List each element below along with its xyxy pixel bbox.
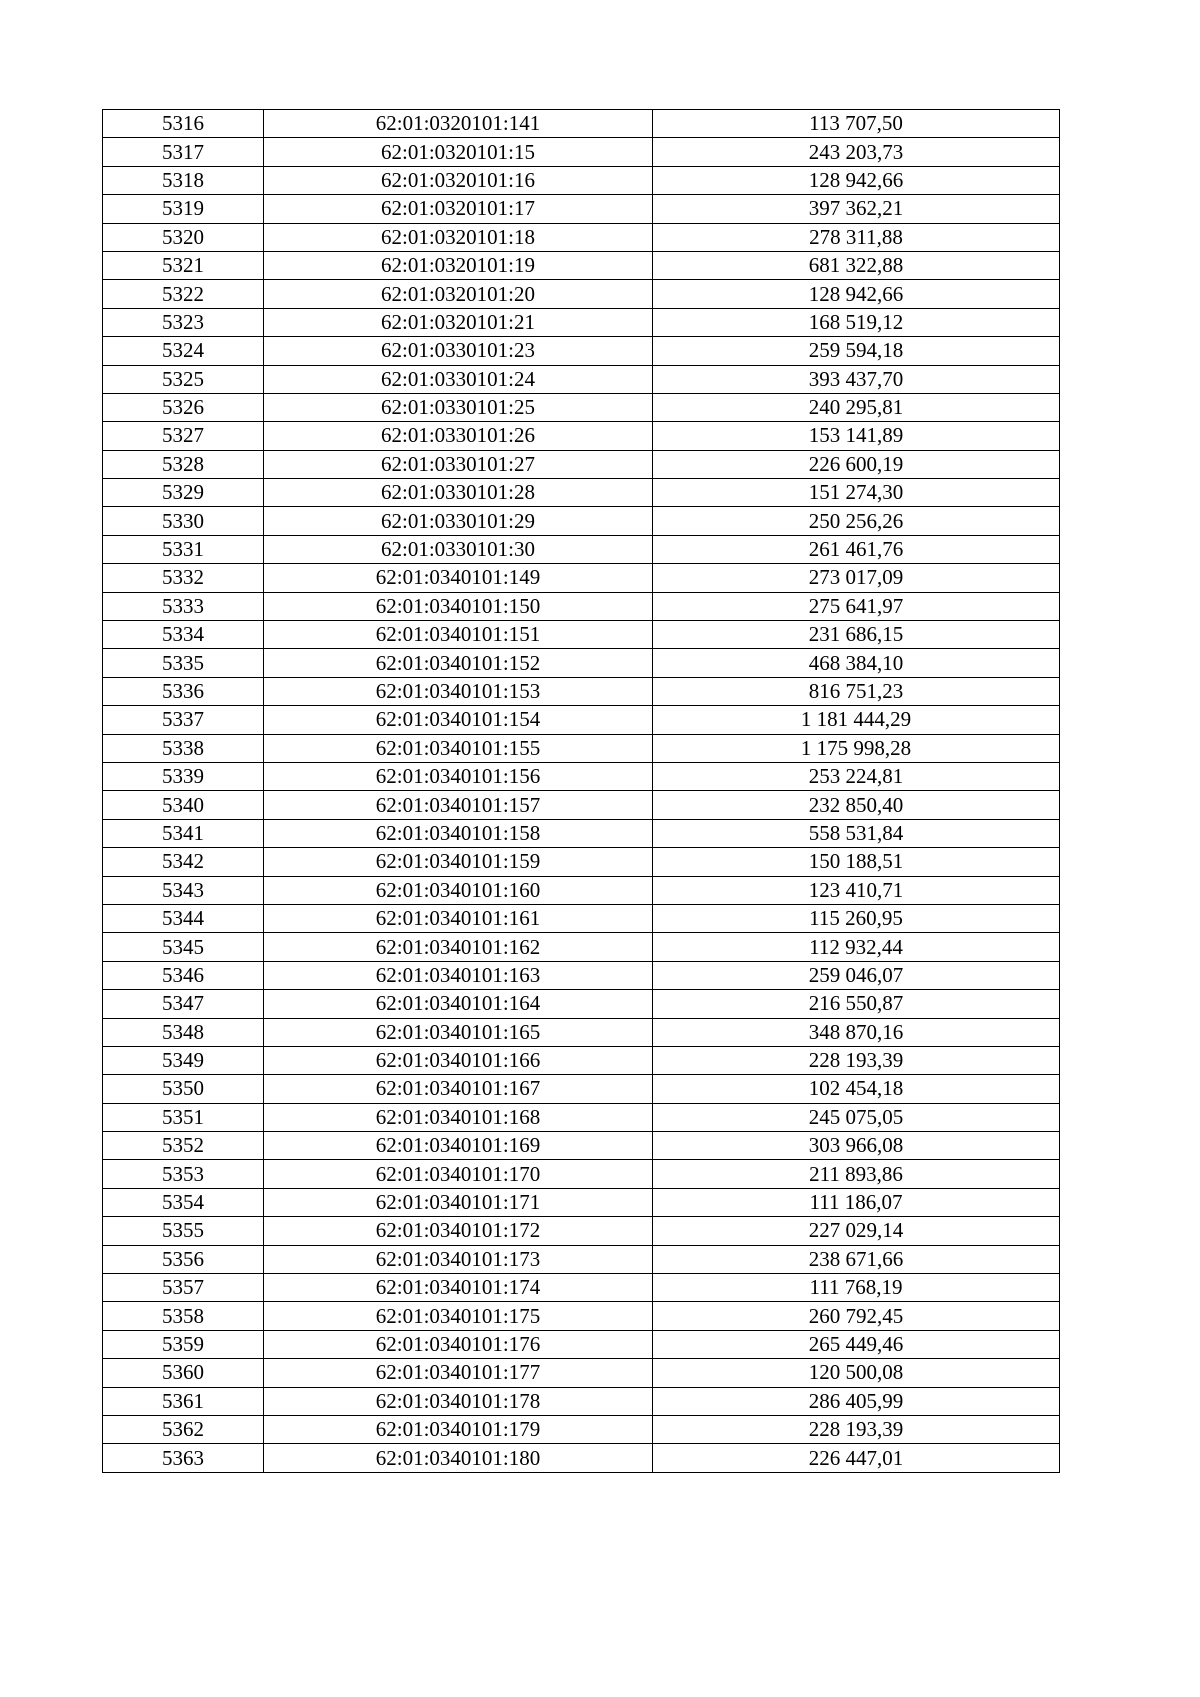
table-row bbox=[103, 791, 1060, 819]
table-row bbox=[103, 1330, 1060, 1358]
row-number-cell: 5322 bbox=[103, 280, 264, 308]
cadastral-value-cell: 265 449,46 bbox=[653, 1330, 1060, 1358]
cadastral-value-cell: 816 751,23 bbox=[653, 677, 1060, 705]
table-row bbox=[103, 1387, 1060, 1415]
cadastral-value-cell: 253 224,81 bbox=[653, 762, 1060, 790]
row-number-cell: 5338 bbox=[103, 734, 264, 762]
cadastral-number-cell: 62:01:0340101:155 bbox=[264, 734, 653, 762]
row-number-cell: 5329 bbox=[103, 479, 264, 507]
row-number-cell: 5359 bbox=[103, 1330, 264, 1358]
cadastral-value-cell: 112 932,44 bbox=[653, 933, 1060, 961]
cadastral-number-cell: 62:01:0340101:157 bbox=[264, 791, 653, 819]
row-number-cell: 5326 bbox=[103, 393, 264, 421]
row-number-cell: 5360 bbox=[103, 1359, 264, 1387]
row-number-cell: 5323 bbox=[103, 308, 264, 336]
cadastral-number-cell: 62:01:0340101:151 bbox=[264, 621, 653, 649]
row-number-cell: 5361 bbox=[103, 1387, 264, 1415]
table-row bbox=[103, 1075, 1060, 1103]
table-row bbox=[103, 1415, 1060, 1443]
row-number-cell: 5346 bbox=[103, 961, 264, 989]
row-number-cell: 5348 bbox=[103, 1018, 264, 1046]
table-row bbox=[103, 1245, 1060, 1273]
cadastral-value-cell: 259 046,07 bbox=[653, 961, 1060, 989]
row-number-cell: 5333 bbox=[103, 592, 264, 620]
table-row bbox=[103, 393, 1060, 421]
cadastral-value-cell: 123 410,71 bbox=[653, 876, 1060, 904]
cadastral-number-cell: 62:01:0340101:172 bbox=[264, 1217, 653, 1245]
table-row bbox=[103, 450, 1060, 478]
cadastral-number-cell: 62:01:0340101:156 bbox=[264, 762, 653, 790]
cadastral-number-cell: 62:01:0340101:180 bbox=[264, 1444, 653, 1472]
cadastral-value-cell: 228 193,39 bbox=[653, 1046, 1060, 1074]
cadastral-value-cell: 468 384,10 bbox=[653, 649, 1060, 677]
cadastral-value-cell: 260 792,45 bbox=[653, 1302, 1060, 1330]
cadastral-value-cell: 240 295,81 bbox=[653, 393, 1060, 421]
cadastral-number-cell: 62:01:0340101:159 bbox=[264, 848, 653, 876]
cadastral-value-cell: 168 519,12 bbox=[653, 308, 1060, 336]
cadastral-value-cell: 303 966,08 bbox=[653, 1132, 1060, 1160]
cadastral-value-cell: 150 188,51 bbox=[653, 848, 1060, 876]
table-row bbox=[103, 848, 1060, 876]
cadastral-number-cell: 62:01:0320101:141 bbox=[264, 110, 653, 138]
table-row bbox=[103, 337, 1060, 365]
cadastral-number-cell: 62:01:0340101:150 bbox=[264, 592, 653, 620]
cadastral-number-cell: 62:01:0340101:149 bbox=[264, 564, 653, 592]
cadastral-number-cell: 62:01:0320101:15 bbox=[264, 138, 653, 166]
table-row bbox=[103, 564, 1060, 592]
cadastral-value-cell: 393 437,70 bbox=[653, 365, 1060, 393]
table-row bbox=[103, 507, 1060, 535]
table-row bbox=[103, 1359, 1060, 1387]
cadastral-number-cell: 62:01:0330101:30 bbox=[264, 535, 653, 563]
table-row bbox=[103, 479, 1060, 507]
table-row bbox=[103, 138, 1060, 166]
cadastral-value-cell: 243 203,73 bbox=[653, 138, 1060, 166]
cadastral-number-cell: 62:01:0320101:19 bbox=[264, 251, 653, 279]
cadastral-number-cell: 62:01:0340101:169 bbox=[264, 1132, 653, 1160]
table-row bbox=[103, 535, 1060, 563]
cadastral-number-cell: 62:01:0320101:17 bbox=[264, 195, 653, 223]
table-row bbox=[103, 1217, 1060, 1245]
table-row bbox=[103, 1302, 1060, 1330]
table-row bbox=[103, 961, 1060, 989]
row-number-cell: 5352 bbox=[103, 1132, 264, 1160]
cadastral-number-cell: 62:01:0320101:16 bbox=[264, 166, 653, 194]
row-number-cell: 5350 bbox=[103, 1075, 264, 1103]
cadastral-number-cell: 62:01:0340101:170 bbox=[264, 1160, 653, 1188]
cadastral-value-cell: 558 531,84 bbox=[653, 819, 1060, 847]
cadastral-number-cell: 62:01:0340101:176 bbox=[264, 1330, 653, 1358]
cadastral-value-cell: 397 362,21 bbox=[653, 195, 1060, 223]
row-number-cell: 5339 bbox=[103, 762, 264, 790]
row-number-cell: 5334 bbox=[103, 621, 264, 649]
row-number-cell: 5331 bbox=[103, 535, 264, 563]
table-row bbox=[103, 1103, 1060, 1131]
row-number-cell: 5335 bbox=[103, 649, 264, 677]
table-row bbox=[103, 933, 1060, 961]
table-row bbox=[103, 1132, 1060, 1160]
row-number-cell: 5345 bbox=[103, 933, 264, 961]
cadastral-number-cell: 62:01:0330101:23 bbox=[264, 337, 653, 365]
cadastral-value-cell: 231 686,15 bbox=[653, 621, 1060, 649]
cadastral-value-cell: 275 641,97 bbox=[653, 592, 1060, 620]
row-number-cell: 5320 bbox=[103, 223, 264, 251]
cadastral-number-cell: 62:01:0340101:153 bbox=[264, 677, 653, 705]
cadastral-value-cell: 111 768,19 bbox=[653, 1274, 1060, 1302]
table-row bbox=[103, 223, 1060, 251]
cadastral-value-cell: 216 550,87 bbox=[653, 990, 1060, 1018]
row-number-cell: 5337 bbox=[103, 706, 264, 734]
cadastral-value-cell: 261 461,76 bbox=[653, 535, 1060, 563]
table-row bbox=[103, 1160, 1060, 1188]
table-row bbox=[103, 621, 1060, 649]
cadastral-number-cell: 62:01:0340101:165 bbox=[264, 1018, 653, 1046]
row-number-cell: 5318 bbox=[103, 166, 264, 194]
row-number-cell: 5324 bbox=[103, 337, 264, 365]
cadastral-number-cell: 62:01:0320101:18 bbox=[264, 223, 653, 251]
row-number-cell: 5330 bbox=[103, 507, 264, 535]
cadastral-number-cell: 62:01:0340101:167 bbox=[264, 1075, 653, 1103]
cadastral-value-table bbox=[102, 109, 1060, 1473]
cadastral-value-cell: 273 017,09 bbox=[653, 564, 1060, 592]
row-number-cell: 5355 bbox=[103, 1217, 264, 1245]
row-number-cell: 5336 bbox=[103, 677, 264, 705]
cadastral-value-cell: 128 942,66 bbox=[653, 166, 1060, 194]
row-number-cell: 5342 bbox=[103, 848, 264, 876]
cadastral-number-cell: 62:01:0340101:168 bbox=[264, 1103, 653, 1131]
table-row bbox=[103, 592, 1060, 620]
table-row bbox=[103, 990, 1060, 1018]
table-row bbox=[103, 1046, 1060, 1074]
cadastral-value-cell: 286 405,99 bbox=[653, 1387, 1060, 1415]
table-row bbox=[103, 308, 1060, 336]
cadastral-number-cell: 62:01:0340101:162 bbox=[264, 933, 653, 961]
row-number-cell: 5344 bbox=[103, 904, 264, 932]
cadastral-value-cell: 238 671,66 bbox=[653, 1245, 1060, 1273]
cadastral-value-cell: 226 447,01 bbox=[653, 1444, 1060, 1472]
table-row bbox=[103, 904, 1060, 932]
row-number-cell: 5347 bbox=[103, 990, 264, 1018]
table-row bbox=[103, 819, 1060, 847]
cadastral-number-cell: 62:01:0330101:24 bbox=[264, 365, 653, 393]
cadastral-value-cell: 226 600,19 bbox=[653, 450, 1060, 478]
table-row bbox=[103, 1444, 1060, 1472]
cadastral-number-cell: 62:01:0340101:173 bbox=[264, 1245, 653, 1273]
row-number-cell: 5343 bbox=[103, 876, 264, 904]
cadastral-value-cell: 228 193,39 bbox=[653, 1415, 1060, 1443]
cadastral-value-cell: 115 260,95 bbox=[653, 904, 1060, 932]
row-number-cell: 5327 bbox=[103, 422, 264, 450]
table-row bbox=[103, 1188, 1060, 1216]
cadastral-value-cell: 245 075,05 bbox=[653, 1103, 1060, 1131]
cadastral-number-cell: 62:01:0340101:160 bbox=[264, 876, 653, 904]
cadastral-value-cell: 113 707,50 bbox=[653, 110, 1060, 138]
row-number-cell: 5319 bbox=[103, 195, 264, 223]
cadastral-number-cell: 62:01:0330101:29 bbox=[264, 507, 653, 535]
cadastral-number-cell: 62:01:0340101:164 bbox=[264, 990, 653, 1018]
cadastral-number-cell: 62:01:0340101:177 bbox=[264, 1359, 653, 1387]
row-number-cell: 5340 bbox=[103, 791, 264, 819]
cadastral-value-cell: 1 181 444,29 bbox=[653, 706, 1060, 734]
table-row bbox=[103, 1018, 1060, 1046]
cadastral-value-cell: 278 311,88 bbox=[653, 223, 1060, 251]
cadastral-value-cell: 250 256,26 bbox=[653, 507, 1060, 535]
cadastral-value-cell: 151 274,30 bbox=[653, 479, 1060, 507]
row-number-cell: 5362 bbox=[103, 1415, 264, 1443]
cadastral-number-cell: 62:01:0330101:28 bbox=[264, 479, 653, 507]
row-number-cell: 5316 bbox=[103, 110, 264, 138]
cadastral-number-cell: 62:01:0340101:178 bbox=[264, 1387, 653, 1415]
cadastral-value-cell: 1 175 998,28 bbox=[653, 734, 1060, 762]
cadastral-number-cell: 62:01:0340101:158 bbox=[264, 819, 653, 847]
row-number-cell: 5354 bbox=[103, 1188, 264, 1216]
cadastral-number-cell: 62:01:0330101:25 bbox=[264, 393, 653, 421]
row-number-cell: 5341 bbox=[103, 819, 264, 847]
cadastral-value-cell: 120 500,08 bbox=[653, 1359, 1060, 1387]
table-row bbox=[103, 677, 1060, 705]
row-number-cell: 5332 bbox=[103, 564, 264, 592]
row-number-cell: 5356 bbox=[103, 1245, 264, 1273]
cadastral-number-cell: 62:01:0340101:171 bbox=[264, 1188, 653, 1216]
row-number-cell: 5351 bbox=[103, 1103, 264, 1131]
table-row bbox=[103, 1274, 1060, 1302]
cadastral-value-cell: 102 454,18 bbox=[653, 1075, 1060, 1103]
table-row bbox=[103, 706, 1060, 734]
cadastral-value-cell: 681 322,88 bbox=[653, 251, 1060, 279]
table-row bbox=[103, 649, 1060, 677]
cadastral-number-cell: 62:01:0340101:175 bbox=[264, 1302, 653, 1330]
cadastral-number-cell: 62:01:0320101:21 bbox=[264, 308, 653, 336]
table-row bbox=[103, 734, 1060, 762]
table-row bbox=[103, 280, 1060, 308]
cadastral-number-cell: 62:01:0340101:163 bbox=[264, 961, 653, 989]
row-number-cell: 5353 bbox=[103, 1160, 264, 1188]
row-number-cell: 5357 bbox=[103, 1274, 264, 1302]
cadastral-number-cell: 62:01:0330101:27 bbox=[264, 450, 653, 478]
row-number-cell: 5363 bbox=[103, 1444, 264, 1472]
cadastral-number-cell: 62:01:0330101:26 bbox=[264, 422, 653, 450]
cadastral-value-cell: 111 186,07 bbox=[653, 1188, 1060, 1216]
row-number-cell: 5317 bbox=[103, 138, 264, 166]
table-body bbox=[103, 110, 1060, 1473]
cadastral-value-cell: 153 141,89 bbox=[653, 422, 1060, 450]
cadastral-value-cell: 232 850,40 bbox=[653, 791, 1060, 819]
row-number-cell: 5358 bbox=[103, 1302, 264, 1330]
row-number-cell: 5325 bbox=[103, 365, 264, 393]
cadastral-number-cell: 62:01:0340101:152 bbox=[264, 649, 653, 677]
table-row bbox=[103, 762, 1060, 790]
row-number-cell: 5321 bbox=[103, 251, 264, 279]
cadastral-number-cell: 62:01:0340101:166 bbox=[264, 1046, 653, 1074]
table-row bbox=[103, 422, 1060, 450]
table-row bbox=[103, 166, 1060, 194]
table-row bbox=[103, 365, 1060, 393]
row-number-cell: 5328 bbox=[103, 450, 264, 478]
cadastral-number-cell: 62:01:0340101:179 bbox=[264, 1415, 653, 1443]
cadastral-number-cell: 62:01:0340101:174 bbox=[264, 1274, 653, 1302]
cadastral-value-cell: 259 594,18 bbox=[653, 337, 1060, 365]
cadastral-number-cell: 62:01:0340101:161 bbox=[264, 904, 653, 932]
row-number-cell: 5349 bbox=[103, 1046, 264, 1074]
table-row bbox=[103, 195, 1060, 223]
cadastral-number-cell: 62:01:0340101:154 bbox=[264, 706, 653, 734]
table-row bbox=[103, 110, 1060, 138]
cadastral-value-cell: 128 942,66 bbox=[653, 280, 1060, 308]
cadastral-value-cell: 227 029,14 bbox=[653, 1217, 1060, 1245]
table-row bbox=[103, 251, 1060, 279]
cadastral-number-cell: 62:01:0320101:20 bbox=[264, 280, 653, 308]
table-row bbox=[103, 876, 1060, 904]
cadastral-value-cell: 348 870,16 bbox=[653, 1018, 1060, 1046]
cadastral-value-cell: 211 893,86 bbox=[653, 1160, 1060, 1188]
